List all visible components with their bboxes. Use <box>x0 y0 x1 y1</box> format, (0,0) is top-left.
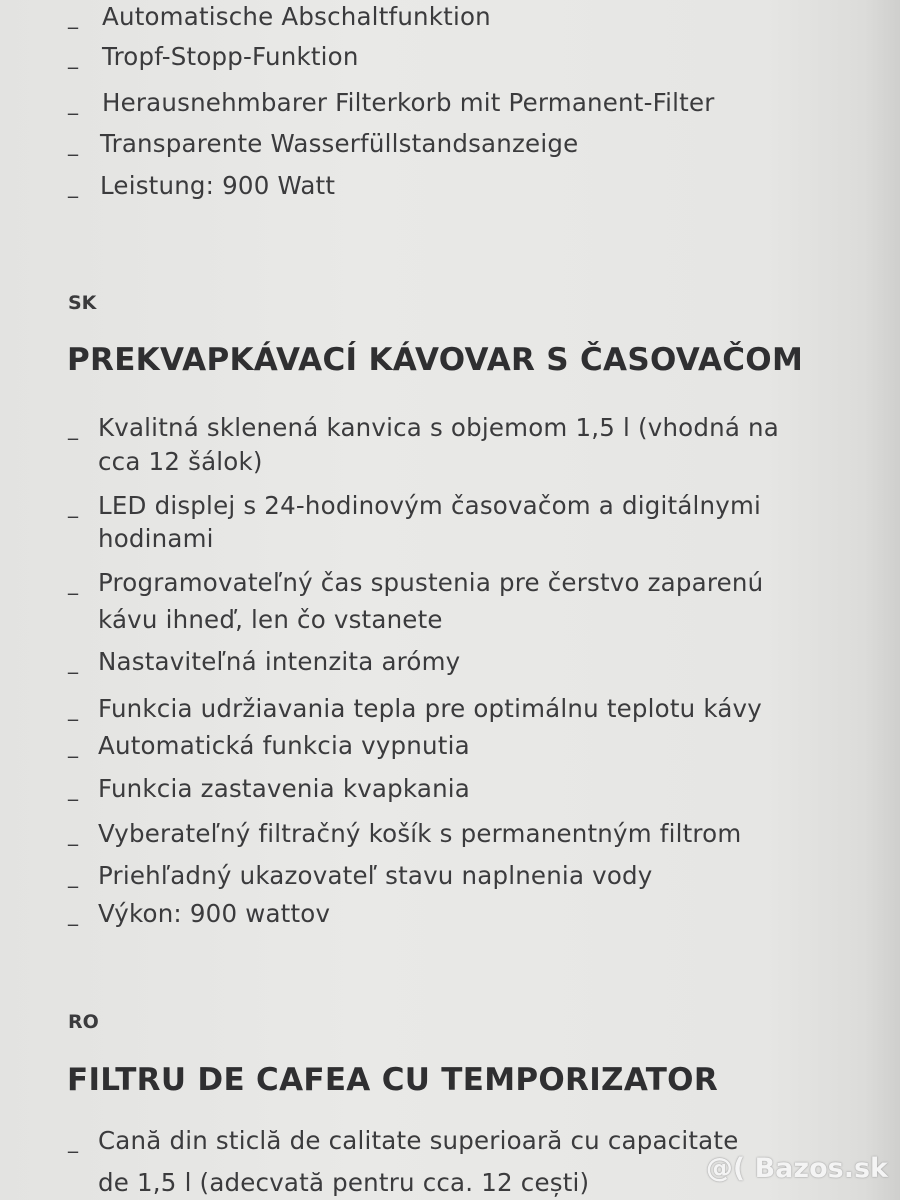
section-title: FILTRU DE CAFEA CU TEMPORIZATOR <box>67 1062 718 1098</box>
bullet-dash: _ <box>68 494 78 518</box>
list-item: Automatická funkcia vypnutia <box>98 731 470 760</box>
language-code: RO <box>68 1011 99 1033</box>
list-item: Priehľadný ukazovateľ stavu naplnenia vody <box>98 861 653 890</box>
bullet-dash: _ <box>68 416 78 440</box>
bullet-dash: _ <box>68 902 78 926</box>
list-item-continuation: cca 12 šálok) <box>98 447 263 476</box>
list-item-continuation: de 1,5 l (adecvată pentru cca. 12 cești) <box>98 1168 590 1197</box>
bullet-dash: _ <box>68 45 78 69</box>
list-item: Funkcia udržiavania tepla pre optimálnu teplotu kávy <box>98 694 762 723</box>
list-item: Výkon: 900 wattov <box>98 899 331 928</box>
list-item-continuation: hodinami <box>98 524 214 553</box>
list-item: Programovateľný čas spustenia pre čerstvo zaparenú <box>98 568 764 597</box>
bullet-dash: _ <box>68 5 78 29</box>
list-item: Vyberateľný filtračný košík s permanentným filtrom <box>98 819 742 848</box>
list-item: Transparente Wasserfüllstandsanzeige <box>100 129 579 158</box>
list-item: Nastaviteľná intenzita arómy <box>98 647 461 676</box>
bullet-dash: _ <box>68 697 78 721</box>
bazos-watermark: @( Bazos.sk <box>705 1153 888 1184</box>
list-item: Herausnehmbarer Filterkorb mit Permanent-Filter <box>102 88 715 117</box>
section-title: PREKVAPKÁVACÍ KÁVOVAR S ČASOVAČOM <box>67 342 804 378</box>
list-item: Kvalitná sklenená kanvica s objemom 1,5 l (vhodná na <box>98 413 779 442</box>
bullet-dash: _ <box>68 174 78 198</box>
list-item: Funkcia zastavenia kvapkania <box>98 774 471 803</box>
bullet-dash: _ <box>68 91 78 115</box>
language-code: SK <box>68 292 97 314</box>
list-item: Leistung: 900 Watt <box>100 171 336 200</box>
bullet-dash: _ <box>68 822 78 846</box>
bullet-dash: _ <box>68 777 78 801</box>
bullet-dash: _ <box>68 864 78 888</box>
bullet-dash: _ <box>68 132 78 156</box>
bullet-dash: _ <box>68 734 78 758</box>
bullet-dash: _ <box>68 571 78 595</box>
list-item: Cană din sticlă de calitate superioară cu capacitate <box>98 1126 739 1155</box>
bullet-dash: _ <box>68 650 78 674</box>
bullet-dash: _ <box>68 1129 78 1153</box>
list-item-continuation: kávu ihneď, len čo vstanete <box>98 605 443 634</box>
list-item: LED displej s 24-hodinovým časovačom a digitálnymi <box>98 491 762 520</box>
list-item: Tropf-Stopp-Funktion <box>102 42 359 71</box>
list-item: Automatische Abschaltfunktion <box>102 2 491 31</box>
